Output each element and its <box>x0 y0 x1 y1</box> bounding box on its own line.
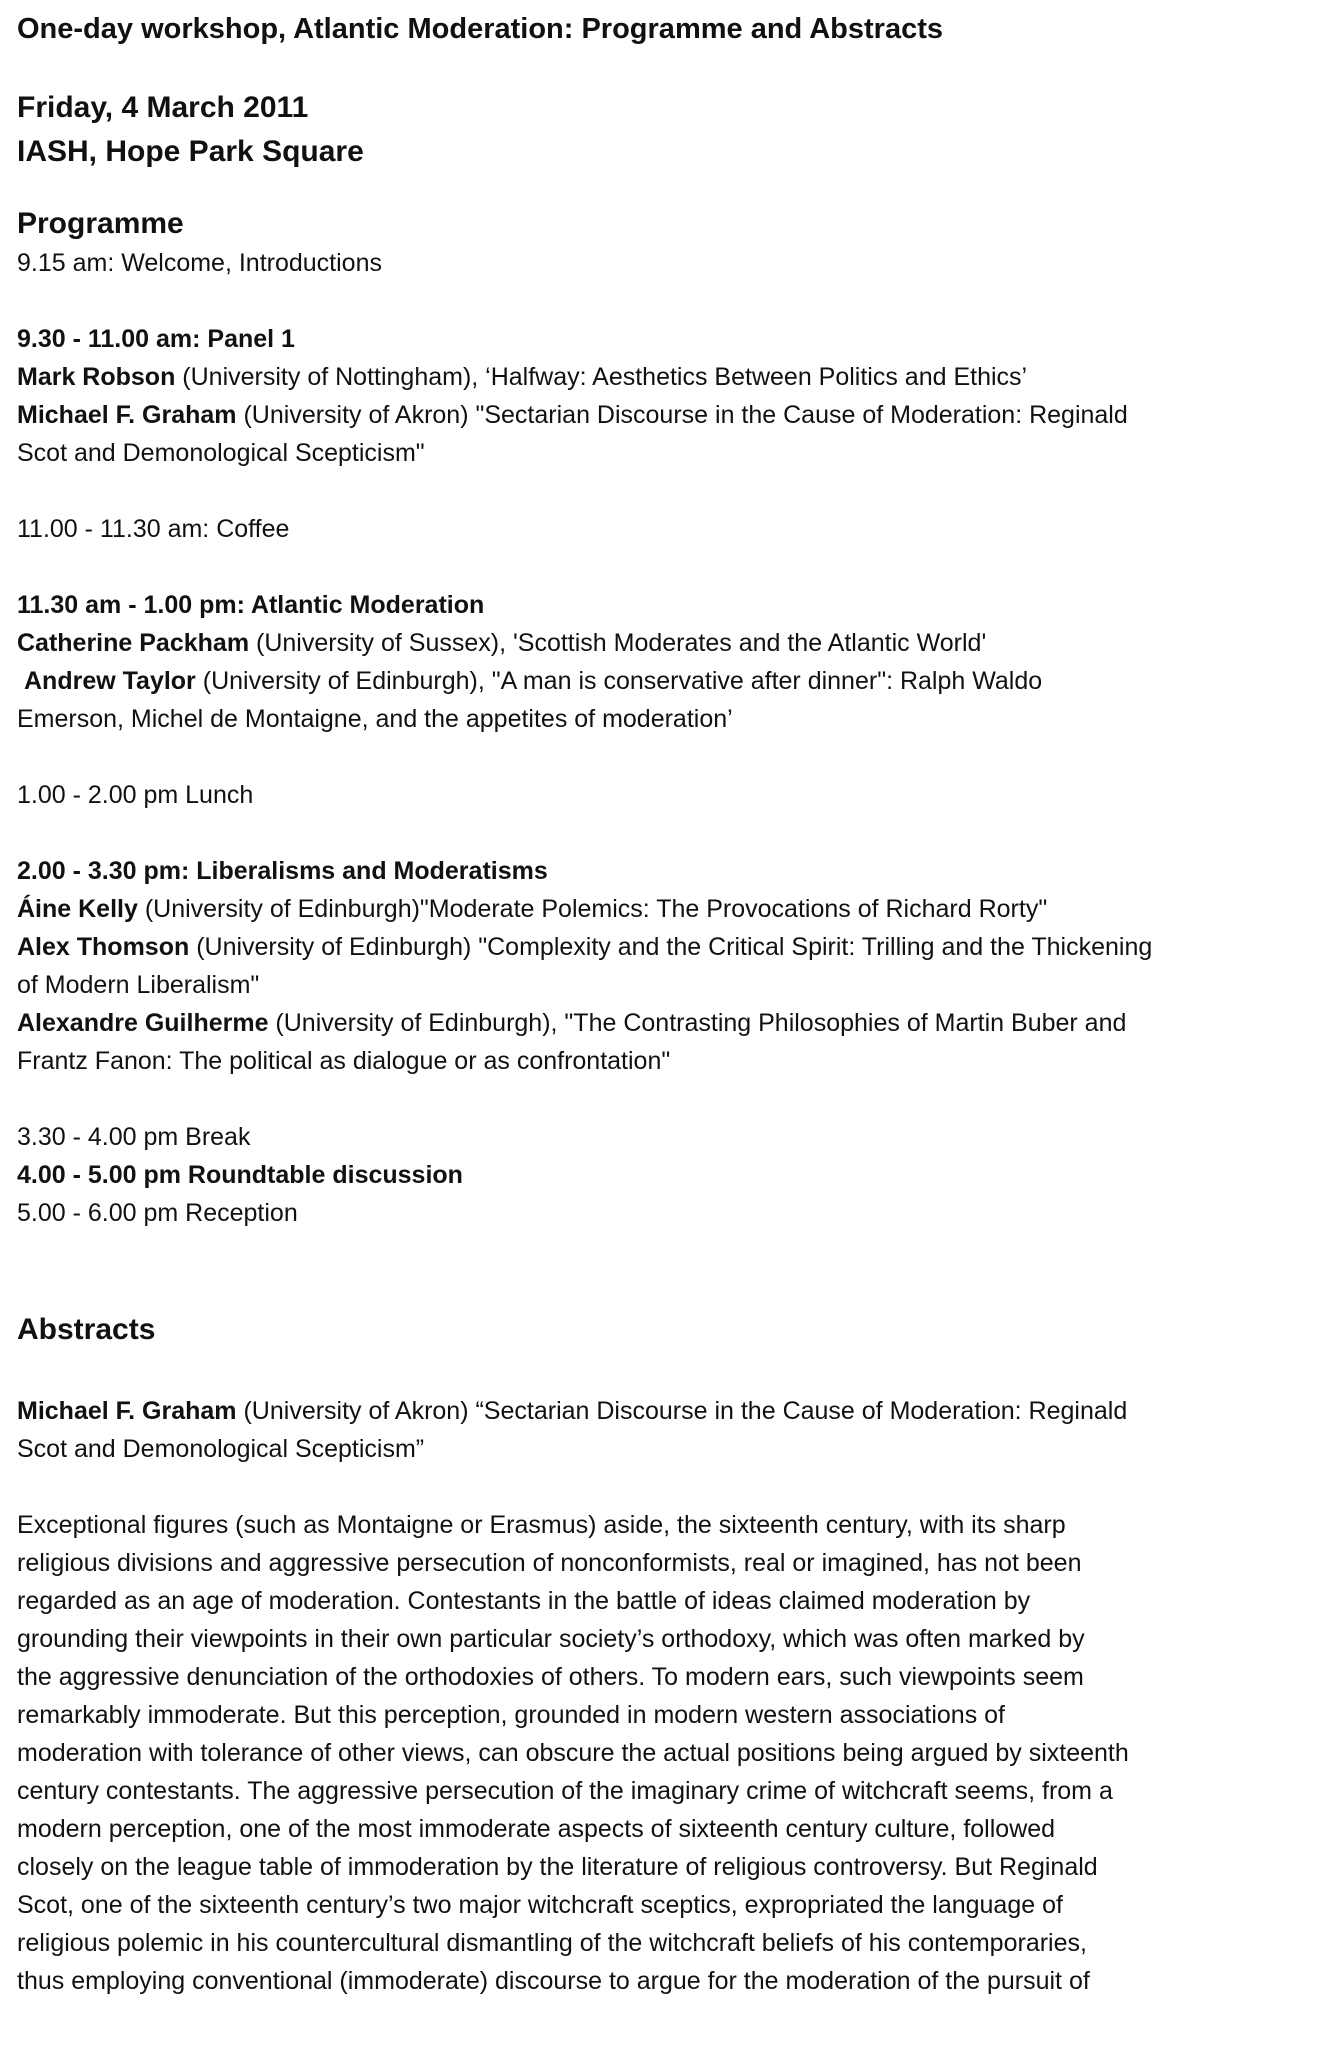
talk-details: (University of Edinburgh), "A man is conservative after dinner": Ralph Waldo <box>195 667 1043 695</box>
panel3-talk2 <box>17 928 1294 966</box>
abstract-line: modern perception, one of the most immoderate aspects of sixteenth century culture, followed <box>17 1815 1056 1843</box>
panel3-time: 2.00 - 3.30 pm: Liberalisms and Moderatisms <box>17 857 548 885</box>
speaker-name: Áine Kelly <box>17 895 138 923</box>
break-line: 3.30 - 4.00 pm Break <box>17 1123 251 1151</box>
panel3-talk3 <box>17 1004 1294 1042</box>
panel3-talk3-cont: Frantz Fanon: The political as dialogue or as confrontation" <box>17 1047 671 1075</box>
welcome-line: 9.15 am: Welcome, Introductions <box>17 249 382 277</box>
panel1-talk2-cont: Scot and Demonological Scepticism" <box>17 439 425 467</box>
abstract-body <box>17 1506 1294 2000</box>
event-info <box>17 86 1294 174</box>
abstract-line: Exceptional figures (such as Montaigne or Erasmus) aside, the sixteenth century, with its sharp <box>17 1511 1066 1539</box>
event-venue: IASH, Hope Park Square <box>17 135 364 168</box>
speaker-name: Alexandre Guilherme <box>17 1009 269 1037</box>
talk-details: (University of Sussex), 'Scottish Moderates and the Atlantic World' <box>249 629 987 657</box>
panel1-time: 9.30 - 11.00 am: Panel 1 <box>17 325 295 353</box>
programme-heading: Programme <box>17 207 184 240</box>
abstract-line: century contestants. The aggressive persecution of the imaginary crime of witchcraft seems, from a <box>17 1777 1113 1805</box>
speaker-name: Michael F. Graham <box>17 1397 237 1425</box>
talk-details: (University of Nottingham), ‘Halfway: Aesthetics Between Politics and Ethics’ <box>175 363 1028 391</box>
panel1-talk2 <box>17 396 1294 434</box>
abstract-title-cont: Scot and Demonological Scepticism” <box>17 1435 425 1463</box>
speaker-name: Mark Robson <box>17 363 176 391</box>
abstract-line: religious polemic in his countercultural dismantling of the witchcraft beliefs of his contemporaries, <box>17 1929 1087 1957</box>
abstract-line: Scot, one of the sixteenth century’s two major witchcraft sceptics, expropriated the language of <box>17 1891 1063 1919</box>
reception-line: 5.00 - 6.00 pm Reception <box>17 1199 298 1227</box>
event-date: Friday, 4 March 2011 <box>17 91 309 124</box>
panel2-talk1 <box>17 624 1294 662</box>
panel1-talk1 <box>17 358 1294 396</box>
speaker-name: Michael F. Graham <box>17 401 237 429</box>
abstract-line: closely on the league table of immoderation by the literature of religious controversy. But Reginald <box>17 1853 1098 1881</box>
speaker-name: Andrew Taylor <box>24 667 196 695</box>
abstract-title <box>17 1392 1294 1430</box>
abstract-line: the aggressive denunciation of the orthodoxies of others. To modern ears, such viewpoints seem <box>17 1663 1084 1691</box>
panel2-talk2 <box>17 662 1294 700</box>
talk-details: (University of Akron) “Sectarian Discourse in the Cause of Moderation: Reginald <box>236 1397 1128 1425</box>
panel3-talk2-cont: of Modern Liberalism" <box>17 971 260 999</box>
abstract-line: regarded as an age of moderation. Contestants in the battle of ideas claimed moderation by <box>17 1587 1031 1615</box>
panel2-talk2-cont: Emerson, Michel de Montaigne, and the appetites of moderation’ <box>17 705 733 733</box>
talk-details: (University of Edinburgh) "Complexity and the Critical Spirit: Trilling and the Thickening <box>189 933 1153 961</box>
abstract-line: religious divisions and aggressive persecution of nonconformists, real or imagined, has not been <box>17 1549 1082 1577</box>
abstract-line: grounding their viewpoints in their own particular society’s orthodoxy, which was often marked by <box>17 1625 1085 1653</box>
talk-details: (University of Edinburgh)"Moderate Polemics: The Provocations of Richard Rorty" <box>137 895 1048 923</box>
abstracts-heading: Abstracts <box>17 1313 156 1346</box>
abstract-line: remarkably immoderate. But this perception, grounded in modern western associations of <box>17 1701 1006 1729</box>
panel3-talk1 <box>17 890 1294 928</box>
coffee-line: 11.00 - 11.30 am: Coffee <box>17 515 290 543</box>
talk-details: (University of Akron) "Sectarian Discourse in the Cause of Moderation: Reginald <box>236 401 1128 429</box>
abstract-line: thus employing conventional (immoderate) discourse to argue for the moderation of the pursuit of <box>17 1967 1090 1995</box>
speaker-name: Catherine Packham <box>17 629 250 657</box>
lunch-line: 1.00 - 2.00 pm Lunch <box>17 781 254 809</box>
abstract-line: moderation with tolerance of other views, can obscure the actual positions being argued by sixteenth <box>17 1739 1129 1767</box>
document-title: One-day workshop, Atlantic Moderation: Programme and Abstracts <box>17 13 944 45</box>
document-page <box>0 10 1318 2058</box>
speaker-name: Alex Thomson <box>17 933 190 961</box>
panel2-time: 11.30 am - 1.00 pm: Atlantic Moderation <box>17 591 485 619</box>
roundtable-line: 4.00 - 5.00 pm Roundtable discussion <box>17 1161 463 1189</box>
talk-details: (University of Edinburgh), "The Contrasting Philosophies of Martin Buber and <box>268 1009 1127 1037</box>
